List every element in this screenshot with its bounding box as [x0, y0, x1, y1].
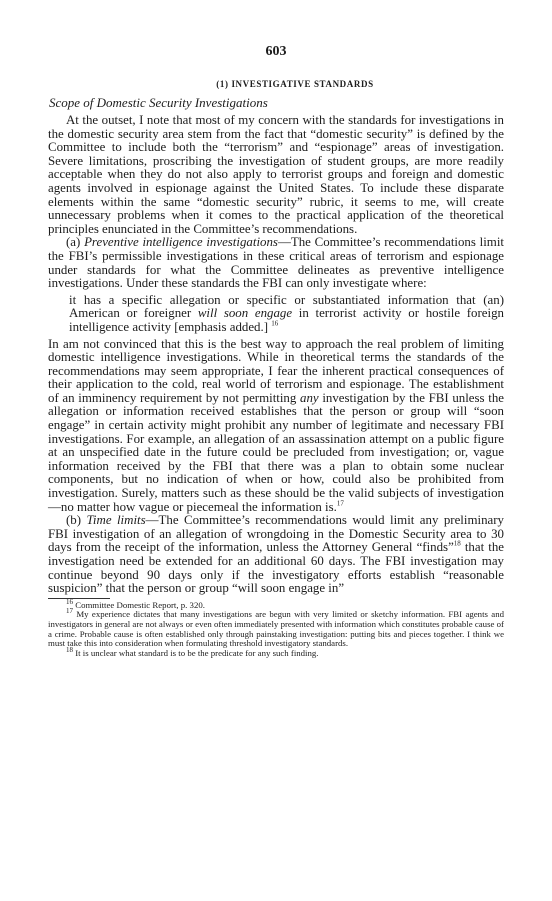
footnote-18 [48, 645, 504, 659]
paragraph-outset: At the outset, I note that most of my concern with the standards for investigations in the domestic security area stem from the fact that “domestic security” is defined by the Committee to include both the “terrorism” and “espionage” areas of investigation. Severe limitations, proscribing the investigation of student groups, are more readily acceptable when they do not also apply to terrorist groups and foreign and domestic agents involved in espionage against the United States. To include these disparate elements within the same “domestic security” rubric, it seems to me, will create unnecessary problems when it comes to the practical application of the theoretical principles enunciated in the Committee’s recommendations. [48, 113, 504, 236]
footnote-ref-16[interactable]: 16 [271, 319, 279, 328]
page-number: 603 [265, 44, 287, 59]
body-text [48, 114, 504, 658]
quote-text-a: it has a specific allegation or specific or substantiated information that (an) American or foreigner [69, 292, 504, 321]
item-label-a: (a) [66, 235, 85, 250]
footnote-18-text: It is unclear what standard is to be the predicate for any such finding. [73, 647, 319, 658]
paragraph-preventive [48, 236, 504, 290]
item-title-preventive: Preventive intelligence investigations [84, 235, 278, 250]
footnote-16-text: Committee Domestic Report, p. 320. [73, 599, 205, 610]
paragraph-preventive-text: —The Committee’s recommendations limit the FBI’s permissible investigations in these critical areas of terrorism and espionage under standards for what the Committee delineates as preventive intelligence investigations. Under these standards the FBI can only investigate where: [48, 235, 504, 291]
footnote-ref-18[interactable]: 18 [453, 540, 461, 549]
paragraph-not-convinced-a: In am not convinced that this is the best way to approach the real problem of limiting domestic intelligence investigations. While in theoretical terms the standards of the recommendations may seem appropriate, I fear the inherent practical consequences of their application to the cold, real world of terrorism and espionage. The establishment of an imminency requirement by not permitting [48, 336, 504, 405]
footnote-mark-16: 16 [66, 597, 73, 606]
paragraph-time-limits-a: —The Committee’s recommendations would limit any preliminary FBI investigation of an allegation of wrongdoing in the Domestic Security area to 30 days from the receipt of the information, unless the Attorney General “finds” [48, 513, 504, 555]
subheading: Scope of Domestic Security Investigations [49, 95, 268, 110]
section-heading: (1) INVESTIGATIVE STANDARDS [216, 79, 374, 89]
quote-text-b: in terrorist activity or hostile foreign intelligence activity [emphasis added.] [69, 306, 504, 334]
item-label-b: (b) [66, 513, 87, 528]
footnote-mark-17: 17 [66, 607, 73, 616]
footnote-ref-17[interactable]: 17 [336, 499, 344, 508]
footnote-17-text: My experience dictates that many investigations are begun with very limited or sketchy information. FBI agents and investigators in general are not always or even often immediately presented with information which constitutes probable cause of a crime. Probable cause is often established only through painstaking investigation: putting bits and pieces together. I think we must take this into consideration when formulating threshold investigatory standards. [48, 609, 504, 649]
footnote-17 [48, 607, 504, 649]
emphasis-any: any [300, 390, 319, 405]
paragraph-time-limits-b: that the investigation need be extended for an additional 60 days. The FBI investigation may continue beyond 90 days only if the investigatory efforts establish “reasonable suspicion” that the person or group “will soon engage in” [48, 540, 504, 596]
item-title-time-limits: Time limits [86, 513, 146, 528]
paragraph-not-convinced-b: investigation by the FBI unless the allegation or information received establishes that the person or group will “soon engage” in certain activity might prohibit any number of legitimate and necessary FBI investigations. For example, an allegation of an assassination attempt on a public figure at an unspecified date in the future could be precluded from investigation; or, vague information received by the FBI that there was a plan to obtain some nuclear components, but no indication of when or how, could also be prohibited from investigation. Surely, matters such as these should be the valid subjects of investigation—no matter how vague or piecemeal the information is. [48, 390, 504, 514]
footnote-mark-18: 18 [66, 645, 73, 654]
footnote-divider [48, 598, 110, 599]
block-quote [69, 294, 504, 335]
paragraph-not-convinced [48, 338, 504, 515]
paragraph-time-limits [48, 514, 504, 596]
quote-emphasis: will soon engage [197, 306, 293, 321]
